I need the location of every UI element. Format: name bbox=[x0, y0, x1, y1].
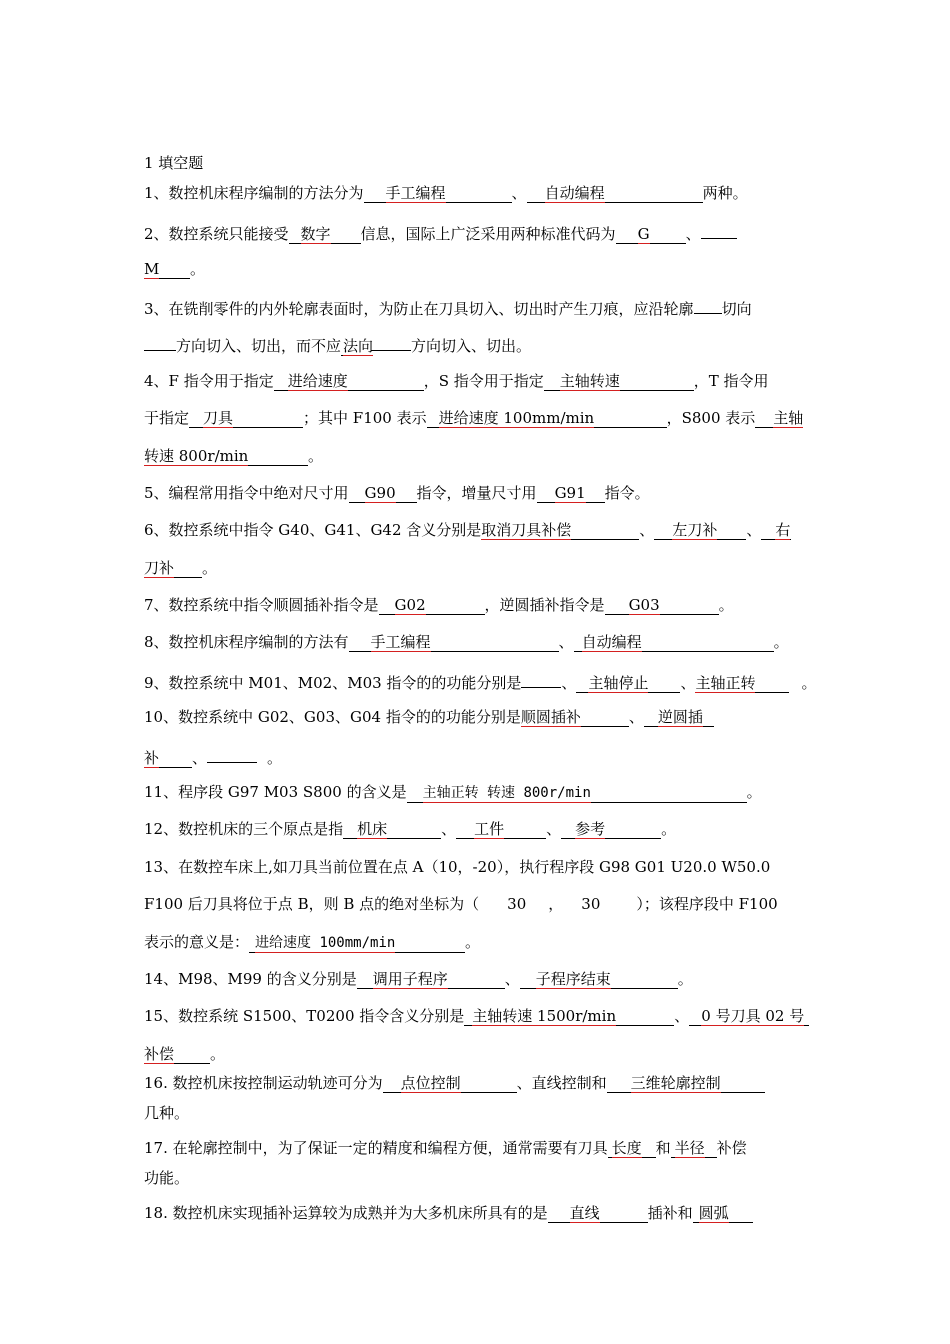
answer-blank: 主轴转速 1500r/min bbox=[464, 1005, 674, 1026]
answer-blank: 主轴转速 bbox=[544, 370, 694, 391]
question-17-cont: 功能。 bbox=[144, 1169, 190, 1187]
answer-blank: G91 bbox=[537, 482, 605, 503]
answer-blank: 逆圆插 bbox=[644, 706, 714, 727]
question-7: 7、数控系统中指令顺圆插补指令是 G02 ，逆圆插补指令是 G03 。 bbox=[144, 596, 734, 614]
answer-blank bbox=[694, 293, 722, 314]
question-18: 18. 数控机床实现插补运算较为成熟并为大多机床所具有的是 直线 插补和 圆弧 bbox=[144, 1200, 812, 1226]
answer-blank: 法向 bbox=[343, 337, 374, 355]
question-13: 13、在数控车床上,如刀具当前位置在点 A（10，-20），执行程序段 G98 G01 U20.0 W50.0 bbox=[144, 858, 771, 876]
question-6-cont: 刀补 。 bbox=[144, 559, 218, 577]
answer-value: 30 bbox=[581, 895, 601, 913]
question-13-cont: F100 后刀具将位于点 B，则 B 点的绝对坐标为（ 30 ， 30 ）；该程序段中 F100 bbox=[144, 895, 778, 913]
answer-blank: 进给速度 bbox=[274, 370, 424, 391]
answer-blank: G bbox=[616, 223, 686, 244]
answer-blank: 圆弧 bbox=[693, 1202, 753, 1223]
question-17: 17. 在轮廓控制中，为了保证一定的精度和编程方便，通常需要有刀具 长度 和 半径 补偿 bbox=[144, 1139, 747, 1157]
question-1: 1、数控机床程序编制的方法分为 手工编程 、 自动编程 两种。 bbox=[144, 184, 748, 202]
answer-blank bbox=[144, 330, 176, 351]
question-12: 12、数控机床的三个原点是指 机床 、 工件 、 参考 。 bbox=[144, 820, 677, 838]
answer-blank: M bbox=[144, 258, 190, 279]
answer-blank: 主轴正转 bbox=[695, 672, 789, 693]
answer-blank: 取消刀具补偿 bbox=[481, 519, 639, 540]
answer-blank: 半径 bbox=[671, 1137, 717, 1158]
answer-blank: 右 bbox=[761, 519, 791, 540]
question-3: 3、在铣削零件的内外轮廓表面时，为防止在刀具切入、切出时产生刀痕，应沿轮廓 切向 bbox=[144, 293, 812, 319]
answer-blank: 直线 bbox=[548, 1202, 648, 1223]
answer-blank bbox=[207, 742, 257, 763]
question-2-cont: M 。 bbox=[144, 260, 206, 278]
question-2: 2、数控系统只能接受 数字 信息，国际上广泛采用两种标准代码为 G 、 bbox=[144, 218, 812, 244]
question-10-cont: 补 、 。 bbox=[144, 742, 812, 768]
question-15: 15、数控系统 S1500、T0200 指令含义分别是 主轴转速 1500r/min 、 0 号刀具 02 号 bbox=[144, 1003, 812, 1029]
answer-blank: 子程序结束 bbox=[520, 968, 678, 989]
question-3-cont: 方向切入、切出，而不应 法向 方向切入、切出。 bbox=[144, 330, 812, 356]
answer-blank bbox=[701, 218, 737, 239]
answer-blank: G03 bbox=[605, 594, 719, 615]
answer-blank: 调用子程序 bbox=[357, 968, 505, 989]
answer-blank: G02 bbox=[379, 594, 485, 615]
answer-blank bbox=[371, 330, 411, 351]
answer-blank: 数字 bbox=[289, 223, 361, 244]
question-5: 5、编程常用指令中绝对尺寸用 G90 指令，增量尺寸用 G91 指令。 bbox=[144, 484, 650, 502]
answer-blank: 进给速度 100mm/min bbox=[427, 407, 667, 428]
answer-blank: 进给速度 100mm/min bbox=[249, 932, 465, 953]
answer-blank: 长度 bbox=[608, 1137, 656, 1158]
answer-blank: 补偿 bbox=[144, 1043, 210, 1064]
section-heading: 1 填空题 bbox=[144, 154, 204, 172]
question-16-cont: 几种。 bbox=[144, 1104, 190, 1122]
question-13-cont2: 表示的意义是： 进给速度 100mm/min 。 bbox=[144, 933, 481, 951]
answer-blank: 自动编程 bbox=[527, 182, 703, 203]
answer-blank: 0 号刀具 02 号 bbox=[689, 1005, 809, 1026]
answer-blank: G90 bbox=[349, 482, 417, 503]
answer-blank: 手工编程 bbox=[349, 631, 559, 652]
answer-blank: 主轴正转 转速 800r/min bbox=[407, 782, 747, 803]
answer-value: 30 bbox=[507, 895, 527, 913]
answer-blank: 刀补 bbox=[144, 557, 202, 578]
question-15-cont: 补偿 。 bbox=[144, 1045, 226, 1063]
question-10: 10、数控系统中 G02、G03、G04 指令的的功能分别是顺圆插补 、 逆圆插 bbox=[144, 704, 812, 730]
answer-blank: 点位控制 bbox=[383, 1072, 517, 1093]
question-9: 9、数控系统中 M01、M02、M03 指令的的功能分别是 、 主轴停止 、主轴正转 。 bbox=[144, 667, 812, 693]
answer-blank: 工件 bbox=[456, 818, 546, 839]
answer-blank: 手工编程 bbox=[364, 182, 512, 203]
answer-blank: 左刀补 bbox=[654, 519, 746, 540]
answer-blank: 顺圆插补 bbox=[521, 706, 629, 727]
question-4-cont2: 转速 800r/min 。 bbox=[144, 447, 324, 465]
question-4: 4、F 指令用于指定 进给速度 ，S 指令用于指定 主轴转速 ，T 指令用 bbox=[144, 372, 769, 390]
answer-blank: 自动编程 bbox=[574, 631, 774, 652]
answer-blank: 机床 bbox=[343, 818, 441, 839]
answer-blank: 参考 bbox=[561, 818, 661, 839]
answer-blank: 补 bbox=[144, 747, 192, 768]
answer-blank: 三维轮廓控制 bbox=[607, 1072, 765, 1093]
question-4-cont: 于指定 刀具 ；其中 F100 表示 进给速度 100mm/min ，S800 表示 主轴 bbox=[144, 409, 804, 427]
answer-blank: 主轴 bbox=[755, 407, 801, 428]
question-11: 11、程序段 G97 M03 S800 的含义是 主轴正转 转速 800r/min 。 bbox=[144, 783, 762, 801]
answer-blank: 转速 800r/min bbox=[144, 445, 308, 466]
question-8: 8、数控机床程序编制的方法有 手工编程 、 自动编程 。 bbox=[144, 633, 789, 651]
question-14: 14、M98、M99 的含义分别是 调用子程序 、 子程序结束 。 bbox=[144, 970, 693, 988]
answer-blank bbox=[521, 667, 561, 688]
question-16: 16. 数控机床按控制运动轨迹可分为 点位控制 、直线控制和 三维轮廓控制 bbox=[144, 1070, 812, 1096]
question-6: 6、数控系统中指令 G40、G41、G42 含义分别是取消刀具补偿 、 左刀补 、 右 bbox=[144, 521, 791, 539]
answer-blank: 主轴停止 bbox=[576, 672, 680, 693]
answer-blank: 刀具 bbox=[189, 407, 303, 428]
